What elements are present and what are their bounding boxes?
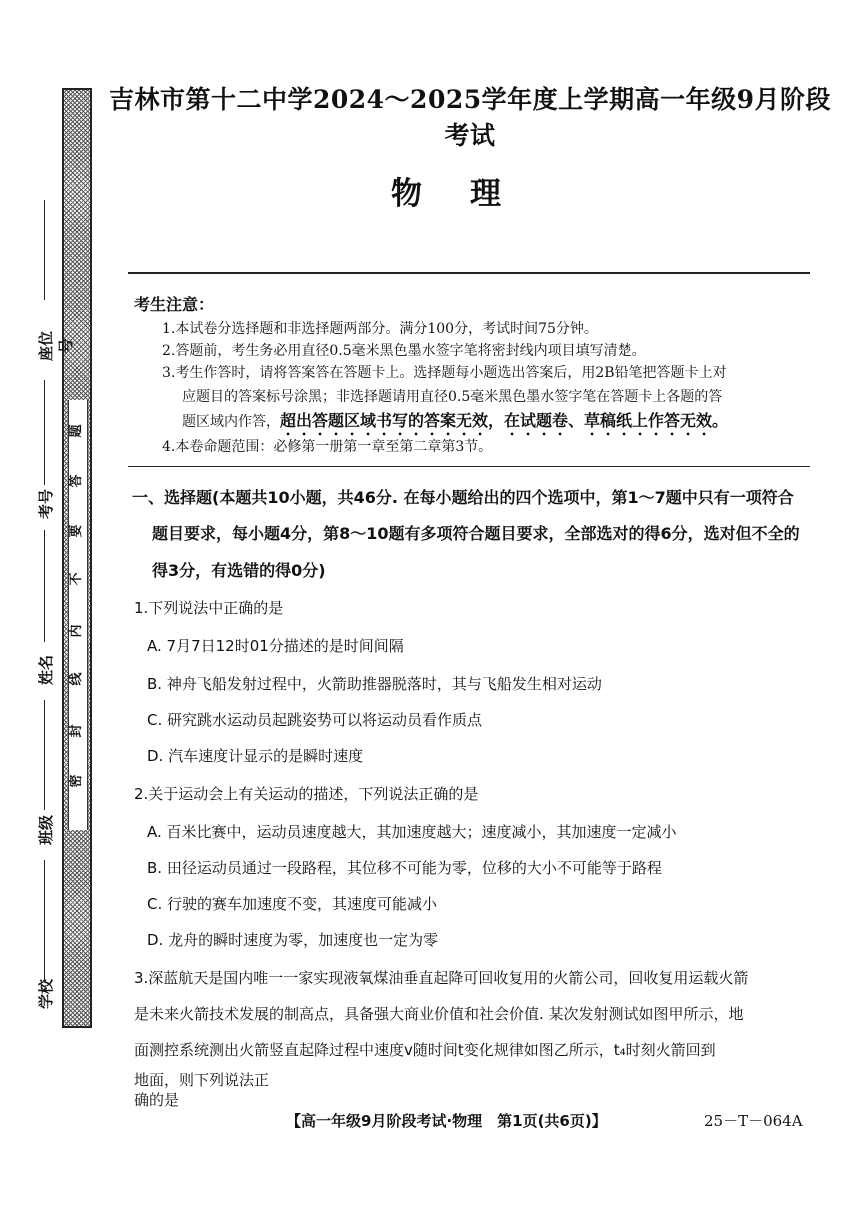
strip-char: 要 xyxy=(69,524,84,538)
question-option: B. 田径运动员通过一段路程，其位移不可能为零，位移的大小不可能等于路程 xyxy=(147,859,662,877)
class-label: 班级 xyxy=(37,815,55,846)
subject-title: 物理 xyxy=(391,176,549,212)
notice-item: 2.答题前，考生务必用直径0.5毫米黑色墨水签字笔将密封线内项目填写清楚。 xyxy=(162,343,646,359)
strip-char: 线 xyxy=(69,672,84,686)
strip-char: 封 xyxy=(69,724,84,738)
strip-char: 答 xyxy=(69,474,84,488)
name-line xyxy=(44,530,45,642)
question-option: A. 百米比赛中，运动员速度越大，其加速度越大；速度减小，其加速度一定减小 xyxy=(147,823,677,841)
notice-title: 考生注意： xyxy=(134,295,215,314)
question-stem: 2.关于运动会上有关运动的描述，下列说法正确的是 xyxy=(134,785,479,803)
section-heading: 得3分，有选错的得0分) xyxy=(152,561,326,580)
seat-number-line xyxy=(44,200,45,300)
divider xyxy=(128,272,810,274)
question-stem: 地面，则下列说法正确的是 xyxy=(134,1071,270,1109)
notice-item: 4.本卷命题范围：必修第一册第一章至第二章第3节。 xyxy=(162,439,493,455)
school-line xyxy=(44,860,45,980)
divider xyxy=(128,466,810,467)
notice-item: 应题目的答案标号涂黑；非选择题请用直径0.5毫米黑色墨水签字笔在答题卡上各题的答 xyxy=(182,389,723,405)
question-option: A. 7月7日12时01分描述的是时间间隔 xyxy=(147,637,404,655)
notice-emphasis: 超出答题区域书写的答案无效，在试题卷、草稿纸上作答无效。 xyxy=(280,411,729,430)
name-label: 姓名 xyxy=(37,655,55,686)
notice-item-text: 题区域内作答， xyxy=(182,414,280,430)
notice-item xyxy=(182,410,812,439)
section-heading: 一、选择题(本题共10小题，共46分. 在每小题给出的四个选项中，第1～7题中只有一项符合 xyxy=(132,488,794,507)
question-stem: 是未来火箭技术发展的制高点，具备强大商业价值和社会价值. 某次发射测试如图甲所示，地 xyxy=(134,1005,744,1023)
question-stem: 1.下列说法中正确的是 xyxy=(134,599,284,617)
school-label: 学校 xyxy=(37,979,55,1010)
exam-number-label: 考号 xyxy=(37,489,55,520)
seat-number-label: 座位号 xyxy=(37,331,75,362)
exam-title: 吉林市第十二中学2024～2025学年度上学期高一年级9月阶段考试 xyxy=(108,85,832,150)
question-option: B. 神舟飞船发射过程中，火箭助推器脱落时，其与飞船发生相对运动 xyxy=(147,675,602,693)
question-option: D. 龙舟的瞬时速度为零，加速度也一定为零 xyxy=(147,931,439,949)
section-heading: 题目要求，每小题4分，第8～10题有多项符合题目要求，全部选对的得6分，选对但不全的 xyxy=(152,524,800,543)
strip-char: 不 xyxy=(69,572,84,586)
question-option: C. 研究跳水运动员起跳姿势可以将运动员看作质点 xyxy=(147,711,483,729)
class-line xyxy=(44,700,45,810)
paper-code: 25－T－064A xyxy=(704,1112,803,1130)
question-stem: 面测控系统测出火箭竖直起降过程中速度v随时间t变化规律如图乙所示，t₄时刻火箭回到 xyxy=(134,1041,716,1059)
question-option: C. 行驶的赛车加速度不变，其速度可能减小 xyxy=(147,895,438,913)
notice-item: 1.本试卷分选择题和非选择题两部分。满分100分，考试时间75分钟。 xyxy=(162,321,598,337)
notice-item: 3.考生作答时，请将答案答在答题卡上。选择题每小题选出答案后，用2B铅笔把答题卡上对 xyxy=(162,365,727,381)
page-footer: 【高一年级9月阶段考试·物理 第1页(共6页)】 xyxy=(286,1112,607,1130)
question-stem: 3.深蓝航天是国内唯一一家实现液氧煤油垂直起降可回收复用的火箭公司，回收复用运载火箭 xyxy=(134,969,749,987)
binding-strip-window xyxy=(68,400,88,830)
strip-char: 内 xyxy=(69,624,84,638)
question-option: D. 汽车速度计显示的是瞬时速度 xyxy=(147,747,364,765)
exam-number-line xyxy=(44,380,45,485)
strip-char: 密 xyxy=(69,774,84,788)
strip-char: 题 xyxy=(69,424,84,438)
